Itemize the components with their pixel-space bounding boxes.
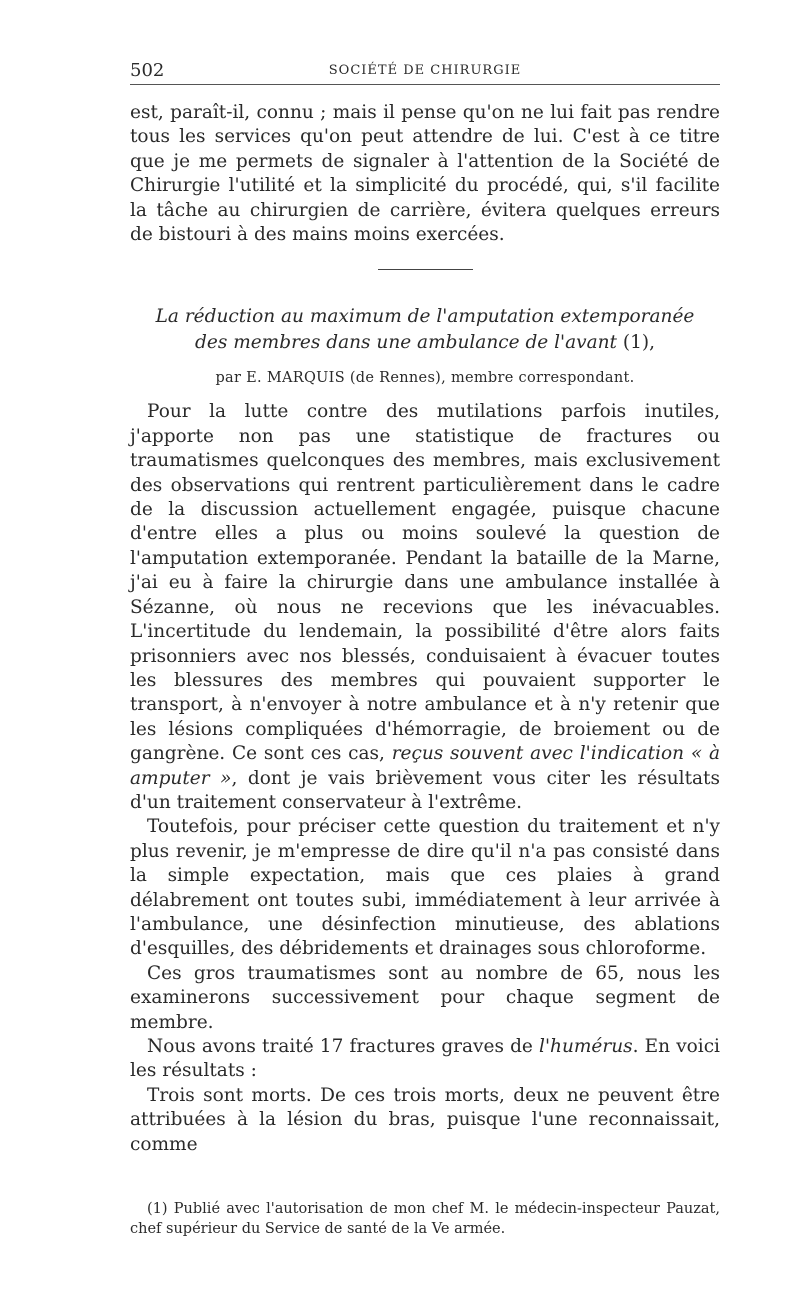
paragraph-4: [130, 1035, 720, 1084]
running-title: SOCIÉTÉ DE CHIRURGIE: [328, 63, 522, 78]
article-title-line-2-wrap: [130, 330, 720, 356]
footnote-reference: (1),: [622, 332, 655, 354]
paragraph-4-italic: l'humérus: [539, 1036, 633, 1057]
paragraph-1: [130, 400, 720, 815]
paragraph-4-text-a: Nous avons traité 17 fractures graves de: [147, 1036, 540, 1057]
paragraph-1-italic: reçus souvent avec l'indication « à amputer »: [130, 743, 720, 789]
page-number: 502: [130, 60, 165, 81]
section-separator: [378, 269, 473, 270]
author-byline: par E. MARQUIS (de Rennes), membre correspondant.: [215, 370, 635, 387]
paragraph-3: Ces gros traumatismes sont au nombre de 65, nous les examinerons successivement pour chaque segment de membre.: [130, 962, 720, 1033]
paragraph-2: Toutefois, pour préciser cette question du traitement et n'y plus revenir, je m'empresse de dire qu'il n'a pas consisté dans la simple expectation, mais que ces plaies à grand délabrement ont toutes subi, immédiatement à leur arrivée à l'ambulance, une désinfection minutieuse, des ablations d'esquilles, des débridements et drainages sous chloroforme.: [130, 816, 720, 960]
paragraph-4-text-b: . En voici les résultats :: [130, 1036, 720, 1082]
intro-paragraph: est, paraît-il, connu ; mais il pense qu'on ne lui fait pas rendre tous les services qu'on peut attendre de lui. C'est à ce titre que je me permets de signaler à l'attention de la Société de Chirurgie l'utilité et la simplicité du procédé, qui, s'il facilite la tâche au chirurgien de carrière, évitera quelques erreurs de bistouri à des mains moins exercées.: [130, 102, 720, 246]
footnote-text: Publié avec l'autorisation de mon chef M. le médecin-inspecteur Pauzat, chef supérieur du Service de santé de la Ve armée.: [130, 1201, 720, 1238]
footnote-marker: (1): [147, 1201, 168, 1218]
footnote: [130, 1199, 720, 1239]
paragraph-1-text-a: Pour la lutte contre des mutilations parfois inutiles, j'apporte non pas une statistique de fractures ou traumatismes quelconques des membres, mais exclusivement des observations qui rentrent particulièrement dans le cadre de la discussion actuellement engagée, puisque chacune d'entre elles a plus ou moins soulevé la question de l'amputation extemporanée. Pendant la bataille de la Marne, j'ai eu à faire la chirurgie dans une ambulance installée à Sézanne, où nous ne recevions que les inévacuables. L'incertitude du lendemain, la possibilité d'être alors faits prisonniers avec nos blessés, conduisaient à évacuer toutes les blessures des membres qui pouvaient supporter le transport, à n'envoyer à notre ambulance et à n'y retenir que les lésions compliquées d'hémorragie, de broiement ou de gangrène. Ce sont ces cas,: [130, 401, 720, 765]
footnote-line: [130, 1199, 720, 1239]
article-title-line-2: des membres dans une ambulance de l'avant: [195, 332, 617, 354]
running-header: [130, 52, 720, 85]
article-title: [130, 304, 720, 356]
article-title-line-1: La réduction au maximum de l'amputation extemporanée: [155, 306, 695, 328]
book-page: [130, 52, 720, 1239]
body-text: [130, 101, 720, 1157]
paragraph-5: Trois sont morts. De ces trois morts, deux ne peuvent être attribuées à la lésion du bras, puisque l'une reconnaissait, comme: [130, 1084, 720, 1155]
paragraph-1-text-b: , dont je vais brièvement vous citer les résultats d'un traitement conservateur à l'extrême.: [130, 767, 720, 813]
